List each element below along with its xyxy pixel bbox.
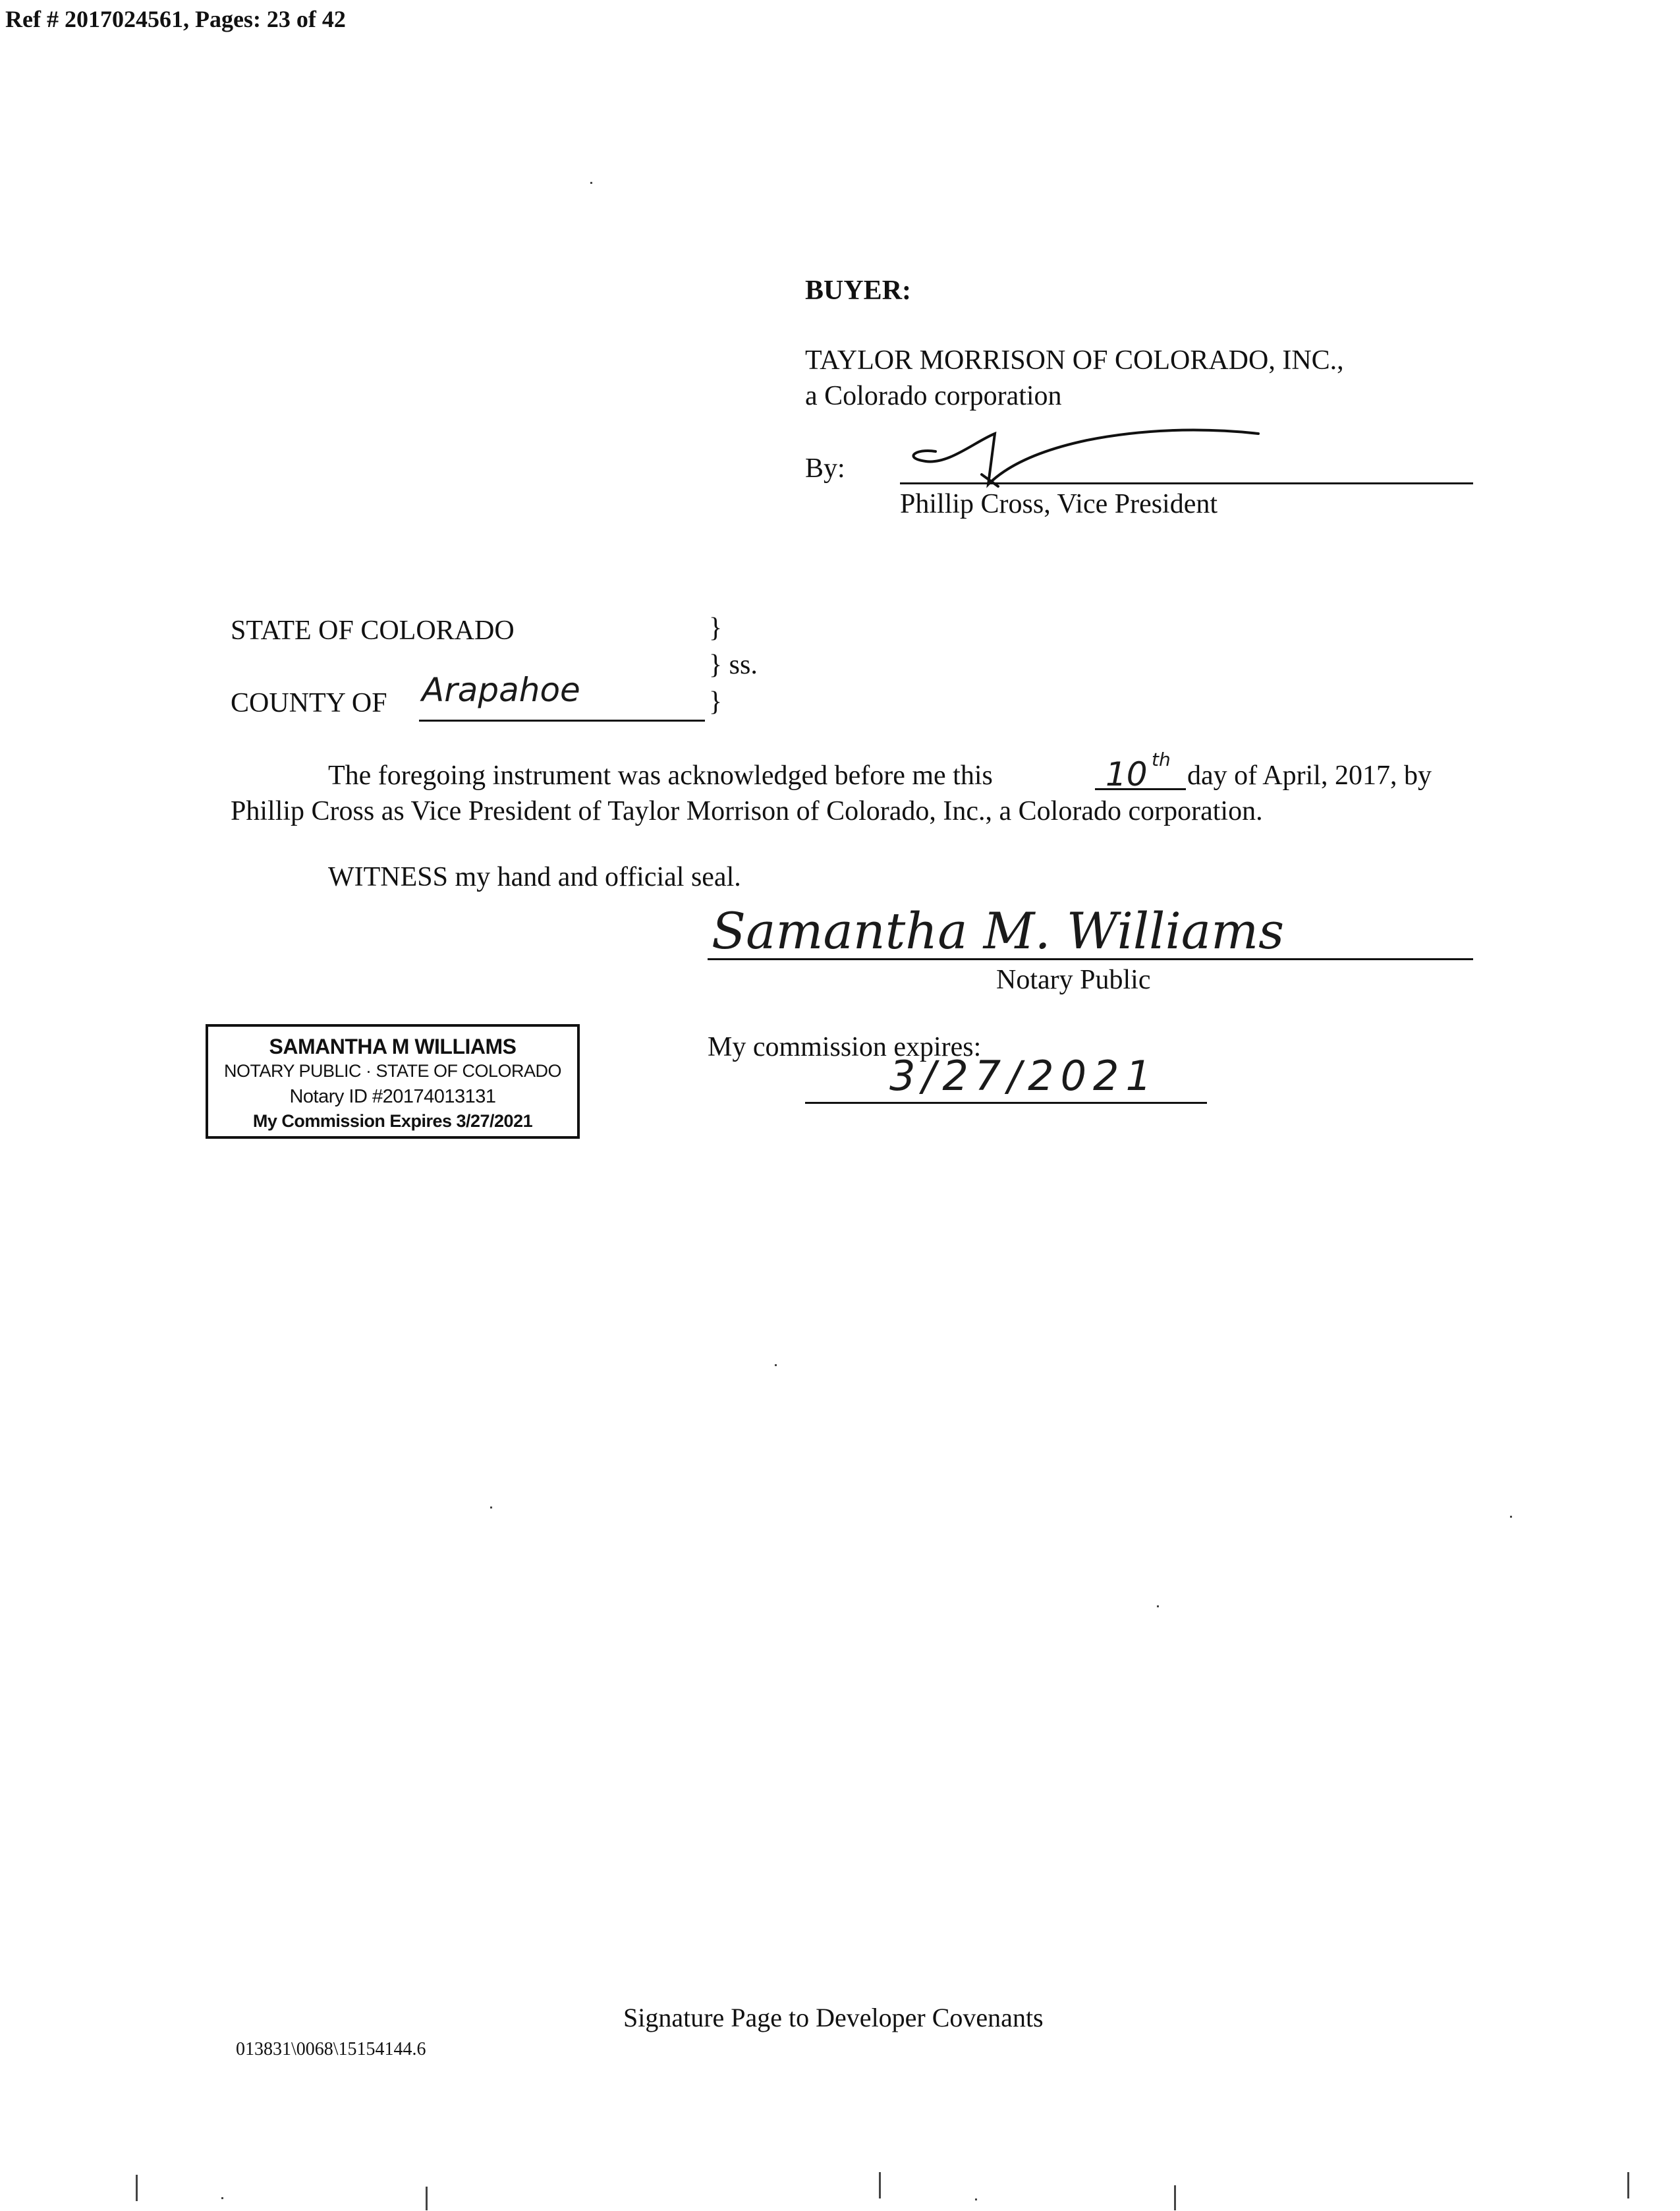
acknowledgment-line2: Phillip Cross as Vice President of Taylor Morrison of Colorado, Inc., a Colorado corporation. (231, 796, 1263, 826)
recording-reference: Ref # 2017024561, Pages: 23 of 42 (5, 6, 346, 32)
state-line: STATE OF COLORADO (231, 616, 515, 646)
scan-mark (1510, 1516, 1512, 1518)
acknowledgment-day-suffix: th (1152, 749, 1171, 770)
buyer-company-type: a Colorado corporation (805, 381, 1062, 411)
scan-mark (221, 2197, 223, 2199)
commission-expires-label: My commission expires: (708, 1032, 982, 1062)
stamp-notary-id: Notary ID #20174013131 (289, 1086, 496, 1107)
scan-mark (136, 2175, 138, 2201)
by-label: By: (805, 453, 845, 484)
scan-mark (1627, 2172, 1629, 2198)
county-underline (419, 720, 705, 722)
page-caption: Signature Page to Developer Covenants (623, 2003, 1044, 2032)
county-label: COUNTY OF (231, 688, 387, 718)
acknowledgment-line1-before: The foregoing instrument was acknowledged before me this (328, 761, 993, 791)
buyer-signer-name: Phillip Cross, Vice President (900, 489, 1218, 519)
acknowledgment-day-underline (1095, 788, 1186, 790)
commission-expires-underline (805, 1102, 1207, 1104)
ss-marker: } ss. (709, 650, 758, 680)
buyer-company-name: TAYLOR MORRISON OF COLORADO, INC., (805, 345, 1344, 376)
scan-mark (975, 2198, 977, 2200)
scan-mark (1157, 1605, 1159, 1607)
scan-mark (590, 182, 592, 184)
buyer-signature-line (900, 482, 1473, 484)
stamp-notary-title: NOTARY PUBLIC · STATE OF COLORADO (223, 1061, 562, 1081)
scan-mark (879, 2172, 881, 2198)
scan-mark (490, 1507, 492, 1508)
brace-top: } (709, 613, 723, 643)
notary-signature: Samantha M. Williams (712, 902, 1285, 960)
buyer-heading: BUYER: (805, 275, 912, 306)
brace-bottom: } (709, 687, 723, 717)
document-number: 013831\0068\15154144.6 (236, 2039, 426, 2059)
scan-mark (426, 2187, 428, 2210)
stamp-notary-name: SAMANTHA M WILLIAMS (269, 1035, 517, 1058)
commission-expires-date: 3/27/2021 (889, 1052, 1158, 1100)
notary-seal-stamp (206, 1024, 580, 1139)
scan-mark (775, 1364, 777, 1366)
acknowledgment-line1-after: day of April, 2017, by (1187, 761, 1432, 791)
county-handwritten: Arapahoe (422, 671, 580, 709)
scan-mark (1174, 2185, 1176, 2210)
witness-statement: WITNESS my hand and official seal. (328, 862, 741, 892)
stamp-commission-expires: My Commission Expires 3/27/2021 (252, 1111, 533, 1131)
notary-public-label: Notary Public (996, 965, 1151, 995)
acknowledgment-day-handwritten: 10 (1106, 755, 1148, 793)
notary-signature-line (708, 958, 1473, 960)
